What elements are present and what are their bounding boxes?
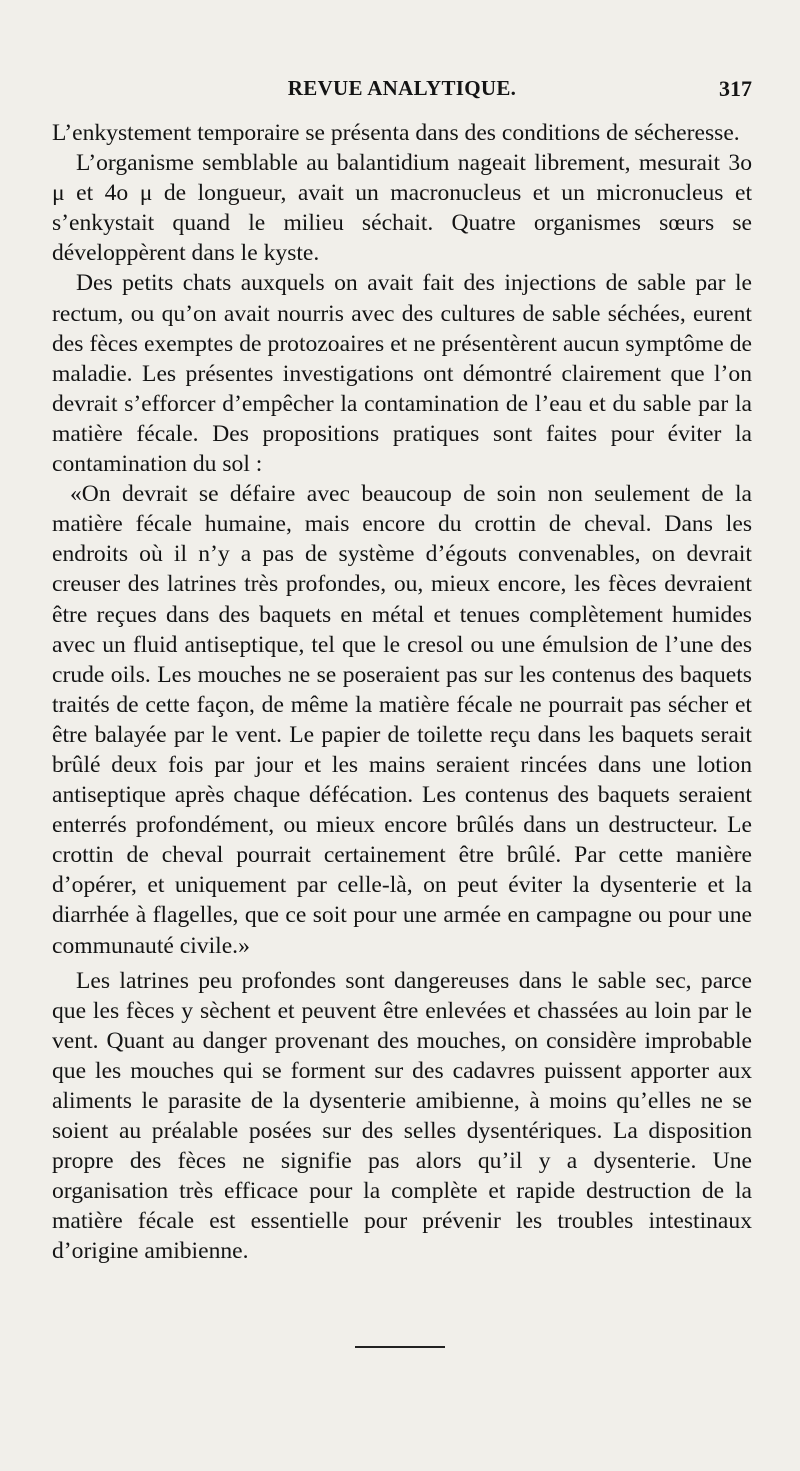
- quoted-paragraph: «On devrait se défaire avec beaucoup de soin non seulement de la matière fécale humaine, mais encore du crottin de cheval. Dans les endroits où il n’y a pas de système d’égouts convenables, on devrait creuser des latrines très profondes, ou, mieux encore, les fèces devraient être reçues dans des baquets en métal et tenues complètement humides avec un fluid antiseptique, tel que le cresol ou une émulsion de l’une des crude oils. Les mouches ne se poseraient pas sur les contenus des baquets traités de cette façon, de même la matière fécale ne pourrait pas sécher et être balayée par le vent. Le papier de toilette reçu dans les baquets serait brûlé deux fois par jour et les mains seraient rincées dans une lotion antiseptique après chaque défécation. Les contenus des baquets seraient enterrés profondément, ou mieux encore brûlés dans un destructeur. Le crottin de cheval pourrait certainement être brûlé. Par cette manière d’opérer, et uniquement par celle-là, on peut éviter la dysenterie et la diarrhée à flagelles, que ce soit pour une armée en campagne ou pour une communauté civile.»: [52, 481, 752, 959]
- paragraph-2: L’organisme semblable au balantidium nageait librement, mesurait 3o μ et 4o μ de longueur, avait un macronucleus et un micronucleus et s’enkystait quand le milieu séchait. Quatre organismes sœurs se développèrent dans le kyste.: [52, 150, 752, 267]
- running-title: REVUE ANALYTIQUE.: [287, 76, 517, 100]
- end-rule: [355, 1346, 445, 1348]
- paragraph-3: Des petits chats auxquels on avait fait des injections de sable par le rectum, ou qu’on avait nourris avec des cultures de sable séchées, eurent des fèces exemptes de protozoaires et ne présentèrent aucun symptôme de maladie. Les présentes investigations ont démontré clairement que l’on devrait s’efforcer d’empêcher la contamination de l’eau et du sable par la matière fécale. Des propositions pratiques sont faites pour éviter la contamination du sol :: [52, 270, 752, 478]
- page-number: 317: [719, 76, 752, 101]
- paragraph-1: L’enkystement temporaire se présenta dans des conditions de sécheresse.: [52, 120, 740, 146]
- body-text: [52, 118, 752, 1267]
- paragraph-5: Les latrines peu profondes sont dangereuses dans le sable sec, parce que les fèces y sèchent et peuvent être enlevées et chassées au loin par le vent. Quant au danger provenant des mouches, on considère improbable que les mouches qui se forment sur des cadavres puissent apporter aux aliments le parasite de la dysenterie amibienne, à moins qu’elles ne se soient au préalable posées sur des selles dysentériques. La disposition propre des fèces ne signifie pas alors qu’il y a dysenterie. Une organisation très efficace pour la complète et rapide destruction de la matière fécale est essentielle pour prévenir les troubles intestinaux d’origine amibienne.: [52, 967, 752, 1265]
- page-header: [52, 76, 752, 112]
